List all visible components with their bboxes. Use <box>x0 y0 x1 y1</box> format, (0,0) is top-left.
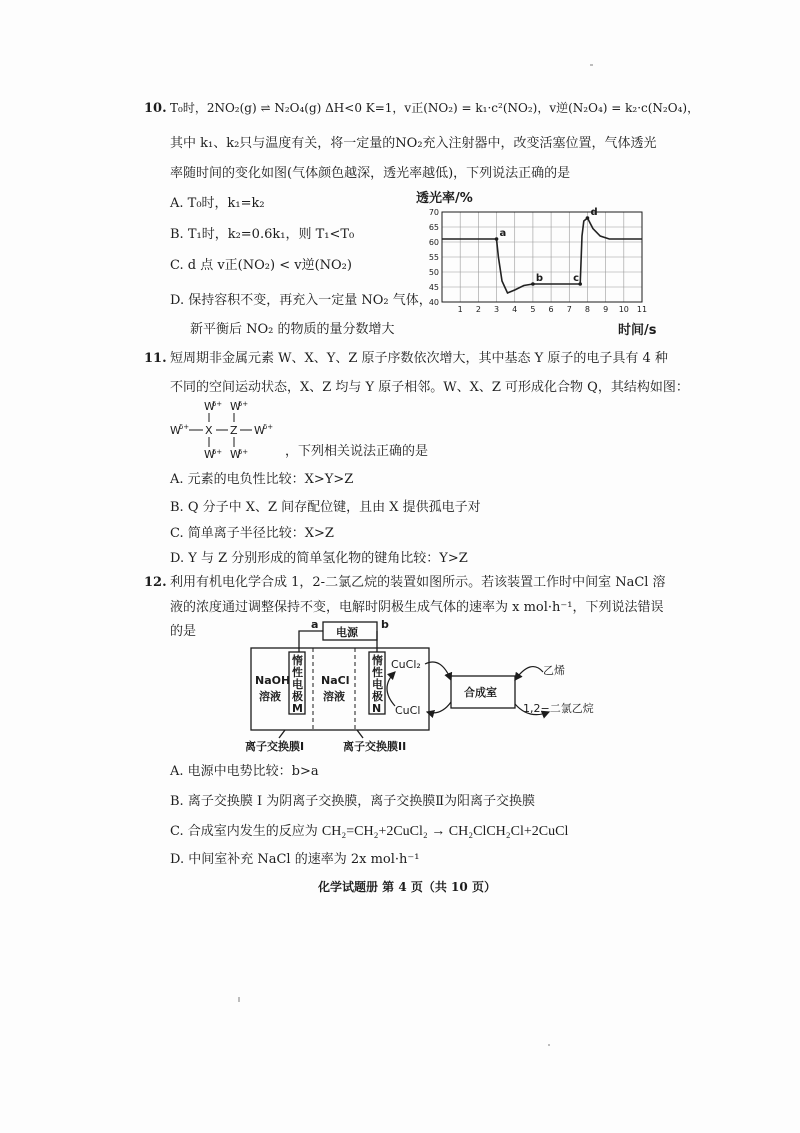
molecule-structure <box>170 398 290 462</box>
cucl-label: CuCl <box>395 704 421 717</box>
chart-x-tick-label: 4 <box>512 305 518 314</box>
charge-top-left: δ+ <box>212 400 223 408</box>
q10-option-b: B. T₁时，k₂=0.6k₁，则 T₁<T₀ <box>170 227 355 242</box>
chart-point-label-a: a <box>499 228 507 239</box>
q10-stem-line3: 率随时间的变化如图(气体颜色越深，透光率越低)，下列说法正确的是 <box>170 166 571 181</box>
q12-number: 12. <box>144 575 167 590</box>
chart-point-label-b: b <box>535 273 544 284</box>
chart-y-tick-label: 70 <box>428 208 439 217</box>
chart-point-b <box>531 282 535 286</box>
charge-top-right: δ+ <box>238 400 249 408</box>
membrane-1-label: 离子交换膜I <box>245 740 305 753</box>
w-bottom-right: W <box>230 448 241 461</box>
electrode-m-char-5: M <box>292 702 303 715</box>
q11-number: 11. <box>144 351 167 366</box>
electrode-n-char-5: N <box>372 702 382 715</box>
cucl2-label: CuCl₂ <box>391 658 421 671</box>
electrolysis-apparatus <box>245 616 615 756</box>
product-label: 1,2−二氯乙烷 <box>523 702 594 715</box>
w-right: W <box>254 424 265 437</box>
page-footer: 化学试题册 第 4 页（共 10 页） <box>318 880 496 894</box>
q11-option-d: D. Y 与 Z 分别形成的简单氢化物的键角比较：Y>Z <box>170 551 468 566</box>
chart-x-tick-label: 7 <box>566 305 572 314</box>
chart-y-tick-label: 45 <box>428 283 439 292</box>
q12-option-c-prefix: C. 合成室内发生的反应为 <box>170 824 322 839</box>
q12-option-c <box>170 823 568 841</box>
q11-stem-line2: 不同的空间运动状态，X、Z 均与 Y 原子相邻。W、X、Z 可形成化合物 Q，其结构如图： <box>170 380 689 395</box>
charge-bottom-left: δ+ <box>212 448 223 456</box>
q11-stem-line1: 短周期非金属元素 W、X、Y、Z 原子序数依次增大，其中基态 Y 原子的电子具有 4 种 <box>170 351 668 366</box>
terminal-b: b <box>381 618 389 631</box>
electrode-m-char-4: 极 <box>292 690 303 703</box>
q11-stem-line3: ，下列相关说法正确的是 <box>285 444 429 459</box>
scan-speck <box>548 1044 550 1046</box>
electrode-m-char-3: 电 <box>292 678 303 691</box>
q11-option-b: B. Q 分子中 X、Z 间存配位键，且由 X 提供孤电子对 <box>170 500 481 515</box>
terminal-a: a <box>311 618 319 631</box>
chart-x-tick-label: 2 <box>475 305 481 314</box>
chart-point-a <box>495 237 499 241</box>
q12-option-d: D. 中间室补充 NaCl 的速率为 2x mol·h⁻¹ <box>170 852 420 867</box>
nacl-solution-label: 溶液 <box>323 690 345 703</box>
w-top-left: W <box>204 400 215 413</box>
q10-stem-line1: T₀时，2NO₂(g) ⇌ N₂O₄(g) ΔH<0 K=1，v正(NO₂) = k₁·c²(NO₂)，v逆(N₂O₄) = k₂·c(N₂O₄)， <box>170 101 700 115</box>
q10-option-a: A. T₀时，k₁=k₂ <box>170 196 265 211</box>
scan-speck <box>590 64 593 66</box>
chart-x-tick-label: 3 <box>493 305 500 314</box>
chart-ylabel: 透光率/% <box>416 191 473 206</box>
chart-x-tick-label: 1 <box>457 305 463 314</box>
transmittance-chart <box>410 188 680 338</box>
q12-option-b: B. 离子交换膜 I 为阴离子交换膜，离子交换膜Ⅱ为阳离子交换膜 <box>170 794 536 809</box>
nacl-label: NaCl <box>321 674 350 687</box>
w-left: W <box>170 424 181 437</box>
charge-left: δ+ <box>179 423 190 431</box>
electrode-n-char-2: 性 <box>372 666 383 679</box>
q11-option-c: C. 简单离子半径比较：X>Z <box>170 526 334 541</box>
q12-stem-line3: 的是 <box>170 624 197 639</box>
w-top-right: W <box>230 400 241 413</box>
electrode-n-char-1: 惰 <box>372 654 383 667</box>
atom-z: Z <box>230 424 238 437</box>
atom-x: X <box>205 424 213 437</box>
chart-x-tick-label: 11 <box>636 305 648 314</box>
q12-stem-line2: 液的浓度通过调整保持不变，电解时阴极生成气体的速率为 x mol·h⁻¹，下列说法错误 <box>170 600 664 615</box>
charge-right: δ+ <box>263 423 274 431</box>
electrode-m-char-1: 惰 <box>292 654 303 667</box>
w-bottom-left: W <box>204 448 215 461</box>
q10-option-d-line1: D. 保持容积不变，再充入一定量 NO₂ 气体， <box>170 293 432 308</box>
chart-x-tick-label: 5 <box>530 305 536 314</box>
synthesis-label: 合成室 <box>464 686 497 699</box>
membrane-2-label: 离子交换膜II <box>343 740 407 753</box>
charge-bottom-right: δ+ <box>238 448 249 456</box>
chart-point-d <box>586 216 590 220</box>
q10-option-c: C. d 点 v正(NO₂) < v逆(NO₂) <box>170 258 352 273</box>
chart-y-tick-label: 60 <box>428 238 439 247</box>
chart-y-tick-label: 40 <box>428 298 439 307</box>
electrode-m-char-2: 性 <box>292 666 303 679</box>
electrode-n-char-3: 电 <box>372 678 383 691</box>
chart-y-tick-label: 65 <box>428 223 439 232</box>
q11-option-a: A. 元素的电负性比较：X>Y>Z <box>170 472 354 487</box>
q10-option-d-line2: 新平衡后 NO₂ 的物质的量分数增大 <box>190 322 395 337</box>
scan-speck <box>238 997 240 1002</box>
chart-y-tick-label: 55 <box>428 253 439 262</box>
chart-y-tick-label: 50 <box>428 268 439 277</box>
power-label: 电源 <box>336 626 358 639</box>
chart-x-tick-label: 9 <box>603 305 609 314</box>
q10-stem-line2: 其中 k₁、k₂只与温度有关，将一定量的NO₂充入注射器中，改变活塞位置，气体透光 <box>170 136 657 151</box>
chart-x-tick-label: 8 <box>584 305 591 314</box>
naoh-label: NaOH <box>255 674 291 687</box>
chart-point-label-c: c <box>573 273 580 284</box>
ethene-label: 乙烯 <box>543 664 565 677</box>
naoh-solution-label: 溶液 <box>259 690 281 703</box>
q12-option-a: A. 电源中电势比较：b>a <box>170 764 319 779</box>
chart-xlabel: 时间/s <box>618 323 657 338</box>
chart-x-tick-label: 6 <box>548 305 554 314</box>
q12-stem-line1: 利用有机电化学合成 1，2-二氯乙烷的装置如图所示。若该装置工作时中间室 NaCl 溶 <box>170 575 666 590</box>
electrode-n-char-4: 极 <box>372 690 383 703</box>
chart-point-label-d: d <box>590 207 598 218</box>
chart-x-tick-label: 10 <box>618 305 629 314</box>
q12-option-c-formula: CH₂=CH₂+2CuCl₂ → CH₂ClCH₂Cl+2CuCl <box>321 824 569 839</box>
q10-number: 10. <box>144 101 167 116</box>
